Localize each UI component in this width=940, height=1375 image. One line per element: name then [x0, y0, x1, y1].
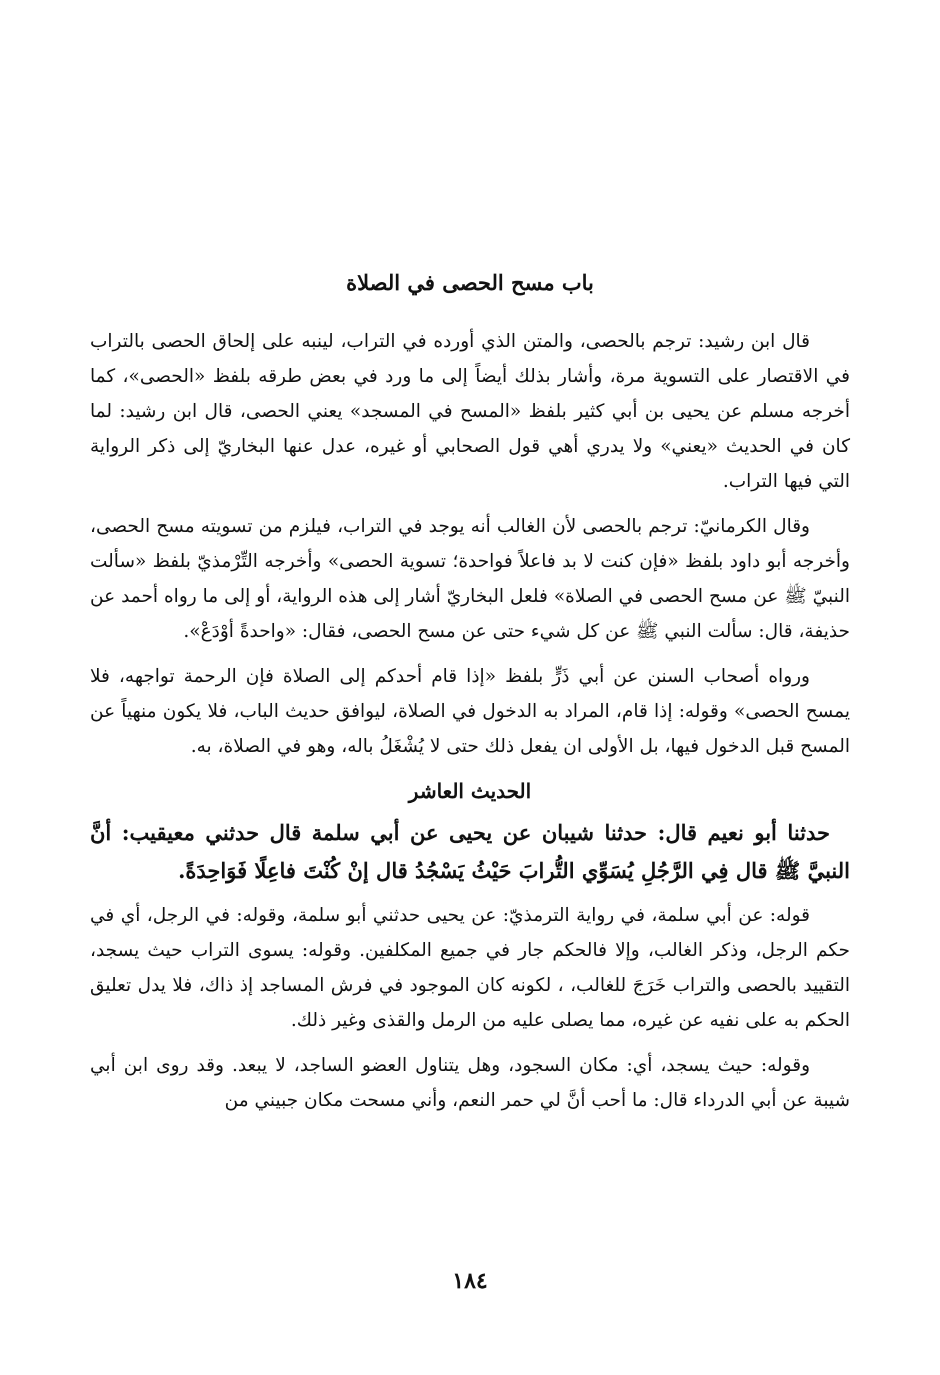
paragraph: وقال الكرمانيّ: ترجم بالحصى لأن الغالب أنه يوجد في التراب، فيلزم من تسويته مسح الحصى، وأخرجه أبو داود بلفظ «فإن كنت لا بد فاعلاً فواحدة؛ تسوية الحصى» وأخرجه التِّرْمذيّ بلفظ «سألت النبيّ ﷺ عن مسح الحصى في الصلاة» فلعل البخاريّ أشار إلى هذه الرواية، أو إلى ما رواه أحمد عن حذيفة، قال: سألت النبي ﷺ عن كل شيء حتى عن مسح الحصى، فقال: «واحدةً أوْدَعْ». — [90, 516, 850, 642]
paragraph: قال ابن رشيد: ترجم بالحصى، والمتن الذي أورده في التراب، لينبه على إلحاق الحصى بالتراب في الاقتصار على التسوية مرة، وأشار بذلك أيضاً إلى ما ورد في بعض طرقه بلفظ «الحصى»، كما أخرجه مسلم عن يحيى بن أبي كثير بلفظ «المسح في المسجد» يعني الحصى، قال ابن رشيد: لما كان في الحديث «يعني» ولا يدري أهي قول الصحابي أو غيره، عدل عنها البخاريّ إلى ذكر الرواية التي فيها التراب. — [90, 331, 850, 492]
section-title: الحديث العاشر — [408, 779, 532, 803]
hadith-text: حدثنا أبو نعيم قال: حدثنا شيبان عن يحيى عن أبي سلمة قال حدثني معيقيب: أنَّ النبيَّ ﷺ قال فِي الرَّجُلِ يُسَوِّي التُّرابَ حَيْثُ يَسْجُدُ قال إنْ كُنْتَ فاعِلًا فَوَاحِدَةً. — [90, 820, 850, 883]
paragraph: وقوله: حيث يسجد، أي: مكان السجود، وهل يتناول العضو الساجد، لا يبعد. وقد روى ابن أبي شيبة عن أبي الدرداء قال: ما أحب أنَّ لي حمر النعم، وأني مسحت مكان جبيني من — [90, 1055, 850, 1111]
paragraph: قوله: عن أبي سلمة، في رواية الترمذيّ: عن يحيى حدثني أبو سلمة، وقوله: في الرجل، أي في حكم الرجل، وذكر الغالب، وإلا فالحكم جار في جميع المكلفين. وقوله: يسوى التراب حيث يسجد، التقييد بالحصى والتراب خَرَجَ للغالب، ، لكونه كان الموجود في فرش المساجد إذ ذاك، فلا يدل تعليق الحكم به على نفيه عن غيره، مما يصلى عليه من الرمل والقذى وغير ذلك. — [90, 905, 850, 1031]
text-column — [90, 268, 850, 1128]
chapter-title: باب مسح الحصى في الصلاة — [346, 270, 594, 295]
page-number: ١٨٤ — [452, 1268, 488, 1294]
paragraph: ورواه أصحاب السنن عن أبي ذَرٍّ بلفظ «إذا قام أحدكم إلى الصلاة فإن الرحمة تواجهه، فلا يمسح الحصى» وقوله: إذا قام، المراد به الدخول في الصلاة، ليوافق حديث الباب، فلا يكون منهياً عن المسح قبل الدخول فيها، بل الأولى ان يفعل ذلك حتى لا يُشْغَلُ باله، وهو في الصلاة، به. — [90, 666, 850, 757]
